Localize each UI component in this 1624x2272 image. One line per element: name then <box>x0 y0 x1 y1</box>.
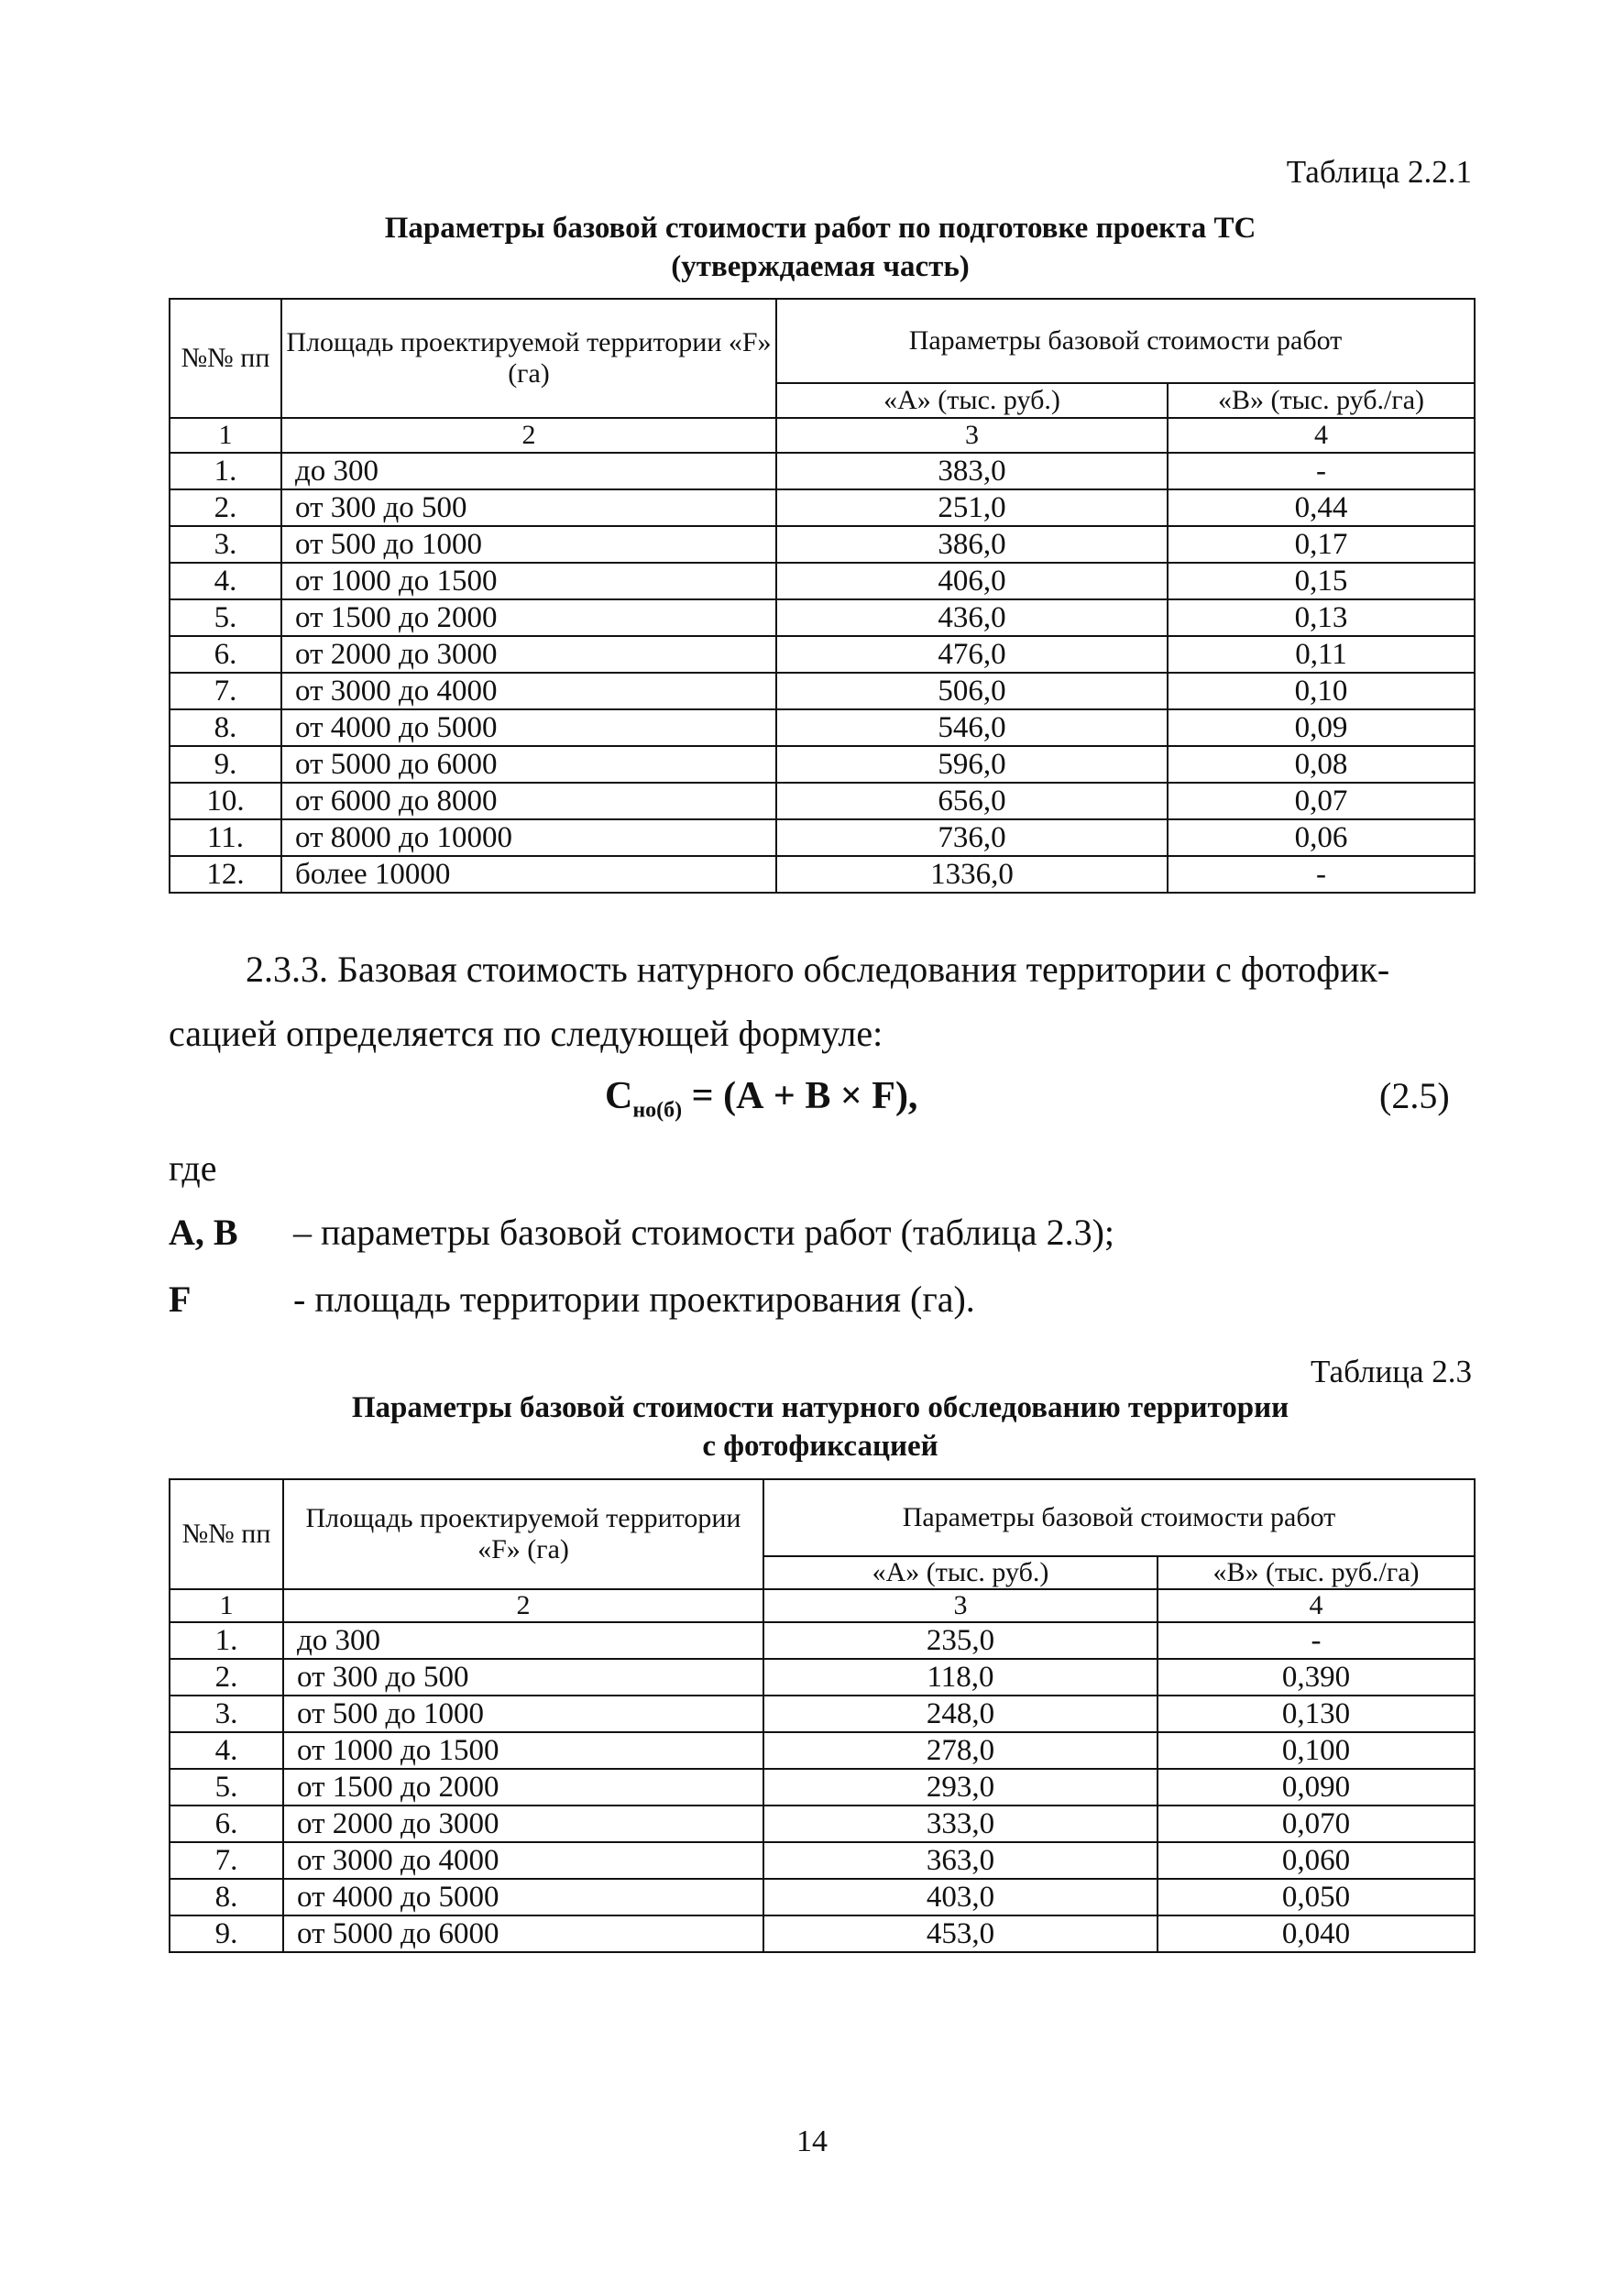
table-row <box>170 746 1475 783</box>
table2 <box>169 1478 1476 1953</box>
table1-header-area: Площадь проектируемой территории «F» (га) <box>281 299 776 418</box>
row-value-a: 476,0 <box>776 636 1168 673</box>
def2-symbol: F <box>169 1279 192 1320</box>
table-row <box>170 1842 1475 1879</box>
row-value-a: 1336,0 <box>776 856 1168 893</box>
row-value-a: 406,0 <box>776 563 1168 599</box>
table1-header-b: «В» (тыс. руб./га) <box>1168 383 1475 418</box>
table2-header-params: Параметры базовой стоимости работ <box>763 1479 1475 1556</box>
table1-colnum: 4 <box>1168 418 1475 453</box>
row-value-b: - <box>1168 856 1475 893</box>
row-value-b: - <box>1168 453 1475 489</box>
row-area: от 300 до 500 <box>281 489 776 526</box>
row-number: 3. <box>170 526 281 563</box>
def2-text: - площадь территории проектирования (га). <box>293 1279 975 1320</box>
table-row <box>170 489 1475 526</box>
table-row <box>170 673 1475 709</box>
row-value-a: 453,0 <box>763 1915 1158 1952</box>
row-area: до 300 <box>283 1622 763 1659</box>
table-row <box>170 1806 1475 1842</box>
table-row <box>170 563 1475 599</box>
row-number: 4. <box>170 563 281 599</box>
table2-colnum: 2 <box>283 1589 763 1622</box>
row-value-b: 0,100 <box>1158 1732 1475 1769</box>
table-row <box>170 1915 1475 1952</box>
table2-body <box>170 1479 1475 1952</box>
table1-title <box>165 209 1476 286</box>
row-area: от 4000 до 5000 <box>281 709 776 746</box>
row-value-b: 0,13 <box>1168 599 1475 636</box>
row-value-b: 0,090 <box>1158 1769 1475 1806</box>
table-row <box>170 599 1475 636</box>
table2-title-line2: с фотофиксацией <box>702 1430 938 1463</box>
row-value-a: 506,0 <box>776 673 1168 709</box>
table2-colnum: 1 <box>170 1589 283 1622</box>
table1-title-line2: (утверждаемая часть) <box>671 250 970 283</box>
paragraph-line2: сацией определяется по следующей формуле: <box>169 1013 883 1054</box>
row-area: от 300 до 500 <box>283 1659 763 1696</box>
row-area: от 2000 до 3000 <box>281 636 776 673</box>
row-area: от 1000 до 1500 <box>281 563 776 599</box>
row-value-a: 235,0 <box>763 1622 1158 1659</box>
row-area: от 5000 до 6000 <box>281 746 776 783</box>
row-value-b: 0,07 <box>1168 783 1475 819</box>
row-area: от 5000 до 6000 <box>283 1915 763 1952</box>
formula-c: С <box>605 1075 633 1117</box>
table-row <box>170 636 1475 673</box>
row-value-b: 0,390 <box>1158 1659 1475 1696</box>
row-value-a: 251,0 <box>776 489 1168 526</box>
row-number: 5. <box>170 1769 283 1806</box>
table-row <box>170 1769 1475 1806</box>
table-row <box>170 1622 1475 1659</box>
table1-header-row <box>170 299 1475 383</box>
table-row <box>170 1879 1475 1915</box>
def1-text: – параметры базовой стоимости работ (таблица 2.3); <box>293 1212 1114 1253</box>
row-number: 1. <box>170 453 281 489</box>
row-area: от 1500 до 2000 <box>281 599 776 636</box>
formula-rest: = (А + В × F), <box>682 1075 918 1117</box>
row-number: 12. <box>170 856 281 893</box>
row-value-b: 0,040 <box>1158 1915 1475 1952</box>
row-number: 8. <box>170 709 281 746</box>
table2-title <box>165 1388 1476 1465</box>
where-label: где <box>169 1147 217 1189</box>
row-value-b: 0,09 <box>1168 709 1475 746</box>
table1-colnum: 2 <box>281 418 776 453</box>
row-value-a: 436,0 <box>776 599 1168 636</box>
table1-header-params: Параметры базовой стоимости работ <box>776 299 1475 383</box>
table1-header-num: №№ пп <box>170 299 281 418</box>
page-number: 14 <box>796 2124 828 2158</box>
row-value-b: 0,11 <box>1168 636 1475 673</box>
row-number: 2. <box>170 1659 283 1696</box>
table2-header-row <box>170 1479 1475 1556</box>
row-area: от 3000 до 4000 <box>283 1842 763 1879</box>
row-number: 1. <box>170 1622 283 1659</box>
row-number: 6. <box>170 636 281 673</box>
row-value-b: 0,060 <box>1158 1842 1475 1879</box>
table1-colnum-row <box>170 418 1475 453</box>
table2-header-area: Площадь проектируемой территории «F» (га) <box>283 1479 763 1589</box>
table-row <box>170 1732 1475 1769</box>
row-area: от 500 до 1000 <box>283 1696 763 1732</box>
row-number: 9. <box>170 746 281 783</box>
table2-colnum: 4 <box>1158 1589 1475 1622</box>
table-row <box>170 856 1475 893</box>
table2-colnum: 3 <box>763 1589 1158 1622</box>
table-row <box>170 783 1475 819</box>
formula <box>605 1074 917 1123</box>
row-value-a: 656,0 <box>776 783 1168 819</box>
table2-header-num: №№ пп <box>170 1479 283 1589</box>
paragraph-line1: 2.3.3. Базовая стоимость натурного обследования территории с фотофик- <box>246 949 1390 990</box>
row-area: от 2000 до 3000 <box>283 1806 763 1842</box>
table-row <box>170 526 1475 563</box>
row-value-b: 0,44 <box>1168 489 1475 526</box>
row-value-b: 0,08 <box>1168 746 1475 783</box>
row-number: 10. <box>170 783 281 819</box>
row-area: более 10000 <box>281 856 776 893</box>
table-row <box>170 819 1475 856</box>
row-value-a: 278,0 <box>763 1732 1158 1769</box>
row-number: 9. <box>170 1915 283 1952</box>
row-number: 7. <box>170 673 281 709</box>
row-area: от 8000 до 10000 <box>281 819 776 856</box>
table1-body <box>170 299 1475 893</box>
row-number: 11. <box>170 819 281 856</box>
row-number: 7. <box>170 1842 283 1879</box>
table-row <box>170 1696 1475 1732</box>
table2-header-a: «А» (тыс. руб.) <box>763 1556 1158 1589</box>
row-area: от 1000 до 1500 <box>283 1732 763 1769</box>
table-row <box>170 1659 1475 1696</box>
row-value-a: 596,0 <box>776 746 1168 783</box>
row-value-b: 0,15 <box>1168 563 1475 599</box>
table1-number: Таблица 2.2.1 <box>1286 154 1472 190</box>
table2-number: Таблица 2.3 <box>1311 1354 1472 1389</box>
table1-colnum: 3 <box>776 418 1168 453</box>
table2-title-line1: Параметры базовой стоимости натурного обследованию территории <box>351 1391 1289 1424</box>
table-row <box>170 453 1475 489</box>
row-area: от 3000 до 4000 <box>281 673 776 709</box>
row-area: от 4000 до 5000 <box>283 1879 763 1915</box>
row-number: 8. <box>170 1879 283 1915</box>
row-value-a: 736,0 <box>776 819 1168 856</box>
row-number: 2. <box>170 489 281 526</box>
row-value-b: 0,06 <box>1168 819 1475 856</box>
formula-subscript: но(б) <box>632 1098 683 1123</box>
row-area: от 6000 до 8000 <box>281 783 776 819</box>
table1-header-a: «А» (тыс. руб.) <box>776 383 1168 418</box>
row-value-a: 363,0 <box>763 1842 1158 1879</box>
row-value-b: 0,070 <box>1158 1806 1475 1842</box>
row-value-a: 546,0 <box>776 709 1168 746</box>
row-value-b: 0,130 <box>1158 1696 1475 1732</box>
row-value-b: - <box>1158 1622 1475 1659</box>
table1-colnum: 1 <box>170 418 281 453</box>
row-value-a: 248,0 <box>763 1696 1158 1732</box>
equation-number: (2.5) <box>1379 1075 1450 1116</box>
table2-header-b: «В» (тыс. руб./га) <box>1158 1556 1475 1589</box>
row-value-a: 293,0 <box>763 1769 1158 1806</box>
row-number: 6. <box>170 1806 283 1842</box>
def1-symbol: А, В <box>169 1212 238 1253</box>
row-area: от 500 до 1000 <box>281 526 776 563</box>
row-number: 3. <box>170 1696 283 1732</box>
row-value-b: 0,050 <box>1158 1879 1475 1915</box>
row-value-a: 333,0 <box>763 1806 1158 1842</box>
row-value-a: 118,0 <box>763 1659 1158 1696</box>
table1-title-line1: Параметры базовой стоимости работ по подготовке проекта ТС <box>384 212 1256 245</box>
row-value-b: 0,17 <box>1168 526 1475 563</box>
row-value-a: 383,0 <box>776 453 1168 489</box>
table2-colnum-row <box>170 1589 1475 1622</box>
table-row <box>170 709 1475 746</box>
table1 <box>169 298 1476 894</box>
row-value-a: 386,0 <box>776 526 1168 563</box>
row-value-b: 0,10 <box>1168 673 1475 709</box>
row-area: до 300 <box>281 453 776 489</box>
row-area: от 1500 до 2000 <box>283 1769 763 1806</box>
row-value-a: 403,0 <box>763 1879 1158 1915</box>
row-number: 4. <box>170 1732 283 1769</box>
row-number: 5. <box>170 599 281 636</box>
